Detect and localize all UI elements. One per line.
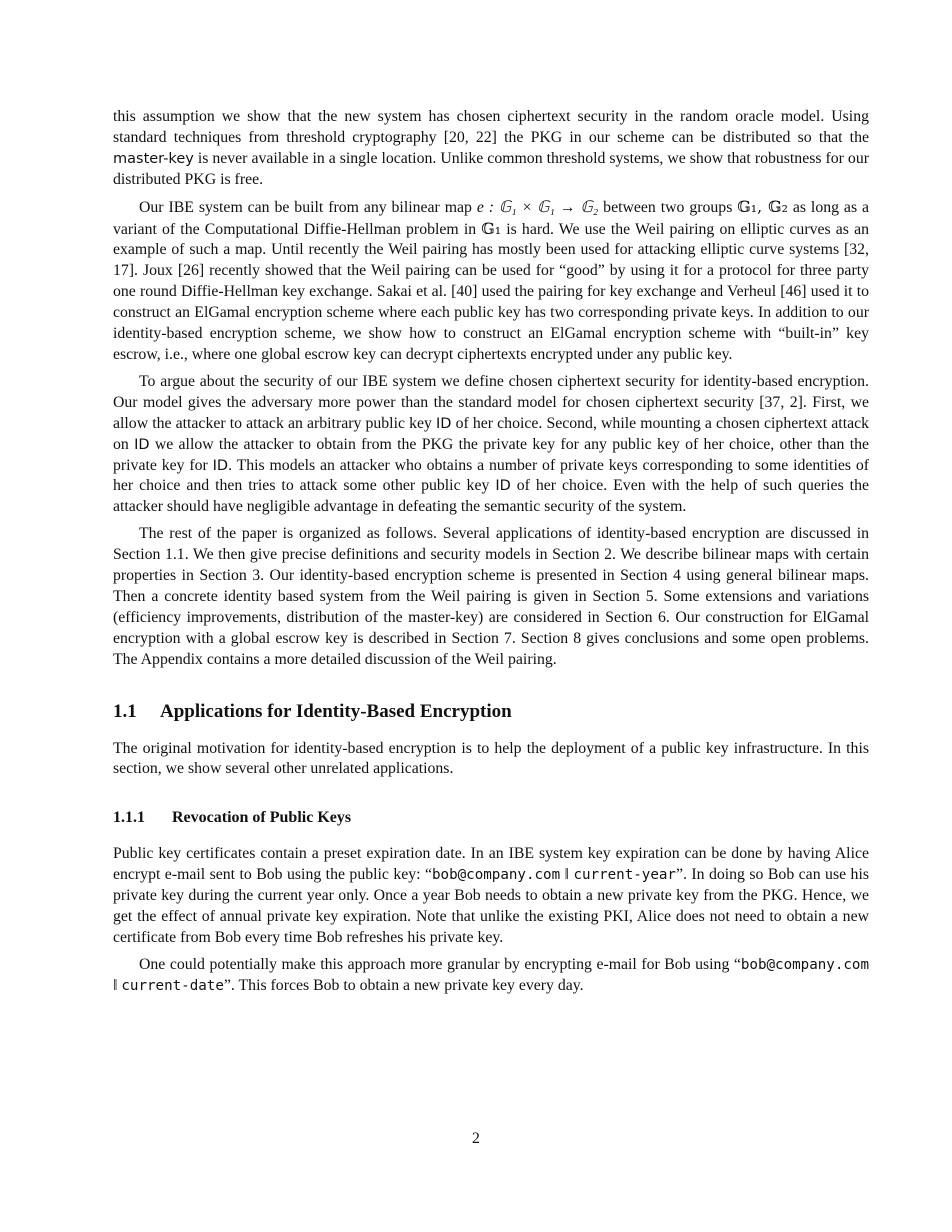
paragraph-motivation: The original motivation for identity-based encryption is to help the deployment of a public key infrastructure. In this section, we show several other unrelated applications. (113, 739, 869, 778)
paper-page (113, 107, 869, 997)
paragraph-security-model: To argue about the security of our IBE system we define chosen ciphertext security for identity-based encryption. Our model gives the adversary more power than the standard model for chosen ciphertext security [37, 2]. First, we allow the attacker to attack an arbitrary public key ID of her choice. Second, while mounting a chosen ciphertext attack on ID we allow the attacker to obtain from the PKG the private key for any public key of her choice, other than the private key for ID. This models an attacker who obtains a number of private keys corresponding to some identities of her choice and then tries to attack some other public key ID of her choice. Even with the help of such queries the attacker should have negligible advantage in defeating the semantic security of the system. (113, 372, 870, 516)
page-number: 2 (472, 1130, 480, 1147)
master-key-term: master-key (113, 150, 194, 167)
email-code: bob@company.com (740, 956, 869, 973)
section-number: 1.1 (113, 700, 137, 722)
paragraph-organization: The rest of the paper is organized as follows. Several applications of identity-based encryption are discussed in Section 1.1. We then give precise definitions and security models in Section 2. We describe bilinear maps with certain properties in Section 3. Our identity-based encryption scheme is presented in Section 4 using general bilinear maps. Then a concrete identity based system from the Weil pairing is given in Section 5. Some extensions and variations (efficiency improvements, distribution of the master-key) are considered in Section 6. Our construction for ElGamal encryption with a global escrow key is described in Section 7. Section 8 gives conclusions and some open problems. The Appendix contains a more detailed discussion of the Weil pairing. (113, 525, 869, 668)
paragraph-threshold: this assumption we show that the new system has chosen ciphertext security in the random oracle model. Using standard techniques from threshold cryptography [20, 22] the PKG in our scheme can be distributed so that the master-key is never available in a single location. Unlike common threshold systems, we show that robustness for our distributed PKG is free. (113, 108, 869, 188)
email-code: bob@company.com (432, 867, 561, 884)
paragraph-revocation: Public key certificates contain a preset expiration date. In an IBE system key expiration can be done by having Alice encrypt e-mail sent to Bob using the public key: “bob@company.com ‖ current-year”. In doing so Bob can use his private key during the current year only. Once a year Bob needs to obtain a new private key from the PKG. Hence, we get the effect of annual private key expiration. Note that unlike the existing PKI, Alice does not need to obtain a new certificate from Bob every time Bob refreshes his private key. (113, 845, 869, 946)
paragraph-bilinear-map: Our IBE system can be built from any bilinear map e : 𝔾₁ × 𝔾₁ → 𝔾₂ between two groups 𝔾₁, 𝔾₂ as long as a variant of the Computational Diffie-Hellman problem in 𝔾₁ is hard. We use the Weil pairing on elliptic curves as an example of such a map. Until recently the Weil pairing has mostly been used for attacking elliptic curve systems [32, 17]. Joux [26] recently showed that the Weil pairing can be used for “good” by using it for a protocol for three party one round Diffie-Hellman key exchange. Sakai et al. [40] used the pairing for key exchange and Verheul [46] used it to construct an ElGamal encryption scheme where each public key has two corresponding private keys. In addition to our identity-based encryption scheme, we show how to construct an ElGamal encryption scheme with “built-in” key escrow, i.e., where one global escrow key can decrypt ciphertexts encrypted under any public key. (113, 196, 870, 363)
subsection-number: 1.1.1 (113, 809, 145, 827)
section-title: Applications for Identity-Based Encryption (160, 700, 512, 722)
id-term: ID (134, 436, 150, 453)
id-term: ID (436, 415, 452, 432)
current-date-code: current-date (121, 977, 224, 994)
subsection-title: Revocation of Public Keys (172, 809, 352, 827)
section-heading (113, 700, 869, 724)
id-term: ID (212, 457, 229, 474)
bilinear-map-formula: e : 𝔾₁ × 𝔾₁ → 𝔾₂ (476, 198, 599, 216)
paragraph-granular: One could potentially make this approach more granular by encrypting e-mail for Bob using “bob@company.com ‖ current-date”. This forces Bob to obtain a new private key every day. (113, 955, 869, 994)
id-term: ID (495, 478, 511, 495)
groups-formula: 𝔾₁, 𝔾₂ (737, 196, 788, 216)
group-g1-formula: 𝔾₁ (481, 218, 502, 238)
subsection-heading (113, 808, 869, 828)
current-year-code: current-year (573, 867, 676, 884)
